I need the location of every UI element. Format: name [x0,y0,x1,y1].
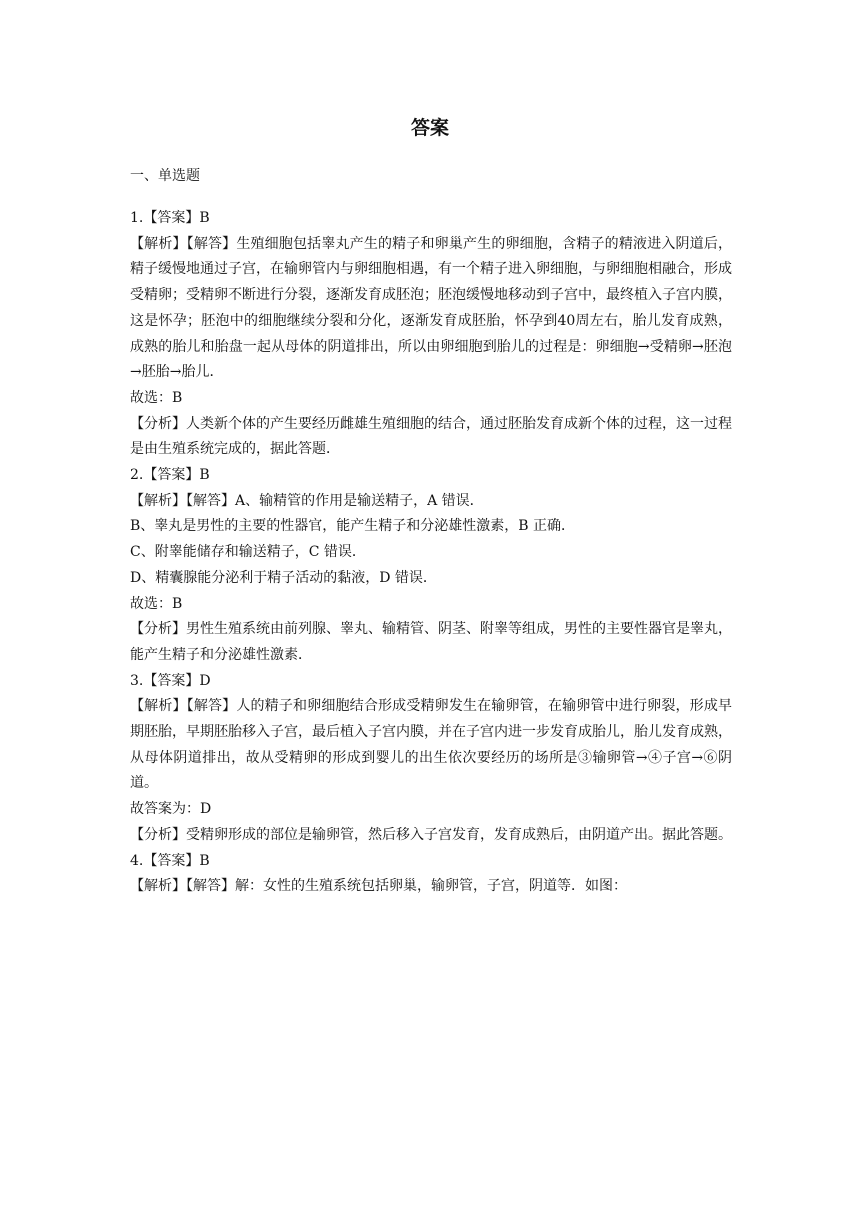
choice-line: 故答案为：D [130,801,212,818]
analysis-paragraph: 【解析】【解答】A、输精管的作用是输送精子，A 错误． [130,492,484,509]
analysis-paragraph: 【解析】【解答】解：女性的生殖系统包括卵巢，输卵管，子宫，阴道等．如图： [130,878,627,895]
choice-line: 故选：B [130,389,183,406]
answer-line: 2.【答案】B [130,467,210,484]
option-line: D、精囊腺能分泌利于精子活动的黏液，D 错误． [130,569,437,586]
analysis-paragraph: 【分析】人类新个体的产生要经历雌雄生殖细胞的结合，通过胚胎发育成新个体的过程，这一过程是由生殖系统完成的，据此答题． [130,415,732,458]
analysis-paragraph: 【分析】受精卵形成的部位是输卵管，然后移入子宫发育，发育成熟后，由阴道产出。据此答题。 [130,826,732,843]
option-line: C、附睾能储存和输送精子，C 错误． [130,544,366,561]
answer-line: 4.【答案】B [130,852,210,869]
option-line: B、睾丸是男性的主要的性器官，能产生精子和分泌雄性激素，B 正确． [130,518,576,535]
analysis-paragraph: 【解析】【解答】人的精子和卵细胞结合形成受精卵发生在输卵管，在输卵管中进行卵裂，形成早期胚胎，早期胚胎移入子宫，最后植入子宫内膜，并在子宫内进一步发育成胎儿，胎儿发育成熟，从母体阴道排出，故从受精卵的形成到婴儿的出生依次要经历的场所是③输卵管→④子宫→⑥阴道。 [130,698,732,792]
analysis-paragraph: 【解析】【解答】生殖细胞包括睾丸产生的精子和卵巢产生的卵细胞，含精子的精液进入阴道后，精子缓慢地通过子宫，在输卵管内与卵细胞相遇，有一个精子进入卵细胞，与卵细胞相融合，形成受精卵；受精卵不断进行分裂，逐渐发育成胚泡；胚泡缓慢地移动到子宫中，最终植入子宫内膜，这是怀孕；胚泡中的细胞继续分裂和分化，逐渐发育成胚胎，怀孕到40周左右，胎儿发育成熟，成熟的胎儿和胎盘一起从母体的阴道排出，所以由卵细胞到胎儿的过程是：卵细胞→受精卵→胚泡→胚胎→胎儿． [130,235,732,381]
analysis-paragraph: 【分析】男性生殖系统由前列腺、睾丸、输精管、阴茎、附睾等组成，男性的主要性器官是睾丸，能产生精子和分泌雄性激素． [130,621,732,663]
choice-line: 故选：B [130,595,183,612]
answer-line: 1.【答案】B [130,210,210,226]
page-title: 答案 [410,117,449,139]
answer-line: 3.【答案】D [130,672,211,689]
answer-content [130,206,732,900]
section-heading: 一、单选题 [130,168,200,184]
